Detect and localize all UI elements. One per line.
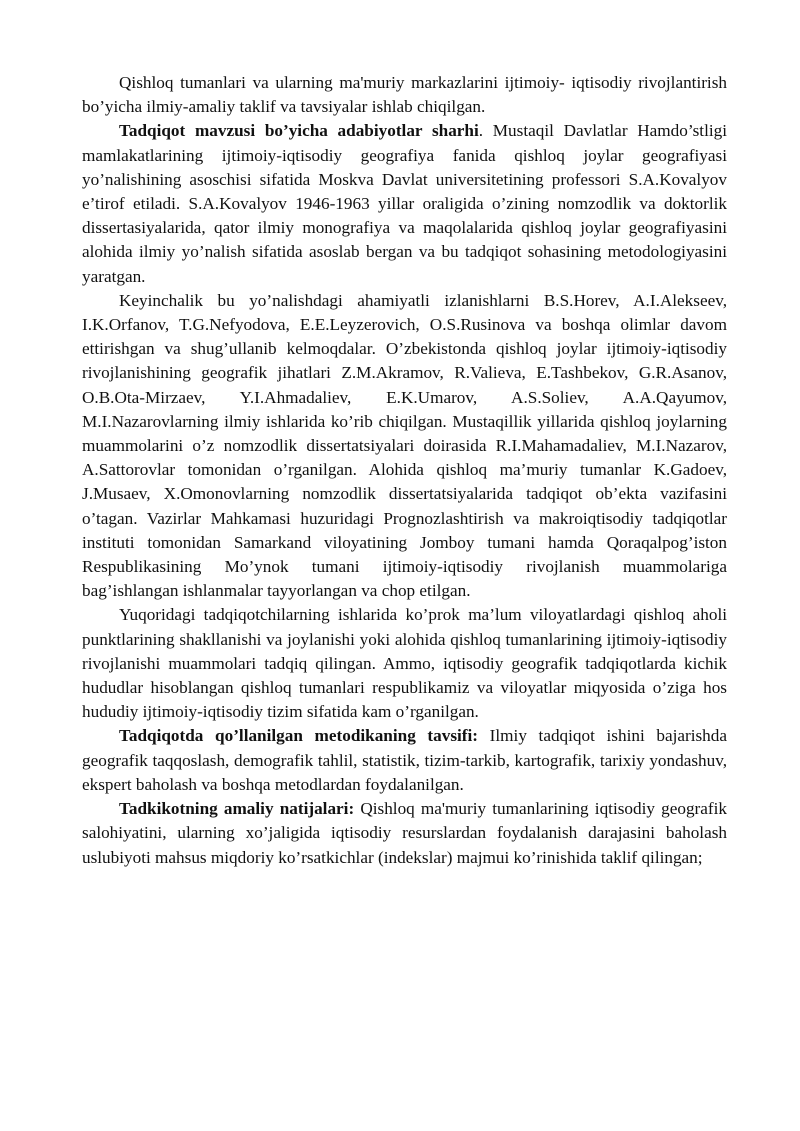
paragraph-text: Qishloq tumanlari va ularning ma'muriy markazlarini ijtimoiy- iqtisodiy rivojlantirish bo’yicha ilmiy-amaliy taklif va tavsiyalar ishlab chiqilgan. [82, 73, 727, 117]
paragraph-heading: Tadqiqot mavzusi bo’yicha adabiyotlar sharhi [119, 121, 479, 141]
paragraph-intro-conclusion [82, 71, 727, 119]
paragraph-text: Yuqoridagi tadqiqotchilarning ishlarida ko’prok ma’lum viloyatlardagi qishloq aholi punktlarining shakllanishi va joylanishi yoki alohida qishloq tumanlarining ijtimoiy-iqtisodiy rivojlanishi muammolari tadqiq qilingan. Ammo, iqtisodiy geografik tadqiqotlarda kichik hududlar hisoblangan qishloq tumanlari respublikamiz va viloyatlar miqyosida o’ziga hos hududiy ijtimoiy-iqtisodiy tizim sifatida kam o’rganilgan. [82, 605, 727, 722]
paragraph-researchers [82, 289, 727, 604]
paragraph-text: Ilmiy tadqiqot ishini bajarishda geografik taqqoslash, demografik tahlil, statistik, tizim-tarkib, kartografik, tarixiy yondashuv, ekspert baholash va boshqa metodlardan foydalanilgan. [82, 726, 727, 794]
paragraph-heading: Tadkikotning amaliy natijalari: [119, 799, 355, 819]
paragraph-research-gap [82, 603, 727, 724]
paragraph-practical-results [82, 797, 727, 870]
paragraph-heading: Tadqiqotda qo’llanilgan metodikaning tavsifi: [119, 726, 479, 746]
paragraph-text: . Mustaqil Davlatlar Hamdo’stligi mamlakatlarining ijtimoiy-iqtisodiy geografiya fanida qishloq joylar geografiyasi yo’nalishining asoschisi sifatida Moskva Davlat universitetining professori S.A.Kovalyov e’tirof etiladi. S.A.Kovalyov 1946-1963 yillar oraligida o’zining nomzodlik va doktorlik dissertasiyalarida, qator ilmiy monografiya va maqolalarida qishloq joylar geografiyasini alohida ilmiy yo’nalish sifatida asoslab bergan va bu tadqiqot sohasining metodologiyasini yaratgan. [82, 121, 728, 286]
document-page [82, 71, 727, 870]
paragraph-literature-review [82, 119, 727, 288]
paragraph-text: Keyinchalik bu yo’nalishdagi ahamiyatli izlanishlarni B.S.Horev, A.I.Alekseev, I.K.Orfanov, T.G.Nefyodova, E.E.Leyzerovich, O.S.Rusinova va boshqa olimlar davom ettirishgan va shug’ullanib kelmoqdalar. O’zbekistonda qishloq joylar ijtimoiy-iqtisodiy rivojlanishining geografik jihatlari Z.M.Akramov, R.Valieva, E.Tashbekov, G.R.Asanov, O.B.Ota-Mirzaev, Y.I.Ahmadaliev, E.K.Umarov, A.S.Soliev, A.A.Qayumov, M.I.Nazarovlarning ilmiy ishlarida ko’rib chiqilgan. Mustaqillik yillarida qishloq joylarning muammolarini o’z nomzodlik dissertatsiyalari doirasida R.I.Mahamadaliev, M.I.Nazarov, A.Sattorovlar tomonidan o’rganilgan. Alohida qishloq ma’muriy tumanlar K.Gadoev, J.Musaev, X.Omonovlarning nomzodlik dissertatsiyalarida tadqiqot ob’ekta vazifasini o’tagan. Vazirlar Mahkamasi huzuridagi Prognozlashtirish va makroiqtisodiy tadqiqotlar instituti tomonidan Samarkand viloyatining Jomboy tumani hamda Qoraqalpog’iston Respublikasining Mo’ynok tumani ijtimoiy-iqtisodiy rivojlanish muammolariga bag’ishlangan ishlanmalar tayyorlangan va chop etilgan. [82, 290, 727, 601]
paragraph-methodology [82, 724, 727, 797]
paragraph-text: Qishloq ma'muriy tumanlarining iqtisodiy geografik salohiyatini, ularning xo’jaligida iqtisodiy resurslardan foydalanish darajasini baholash uslubiyoti mahsus miqdoriy ko’rsatkichlar (indekslar) majmui ko’rinishida taklif qilingan; [82, 799, 727, 867]
